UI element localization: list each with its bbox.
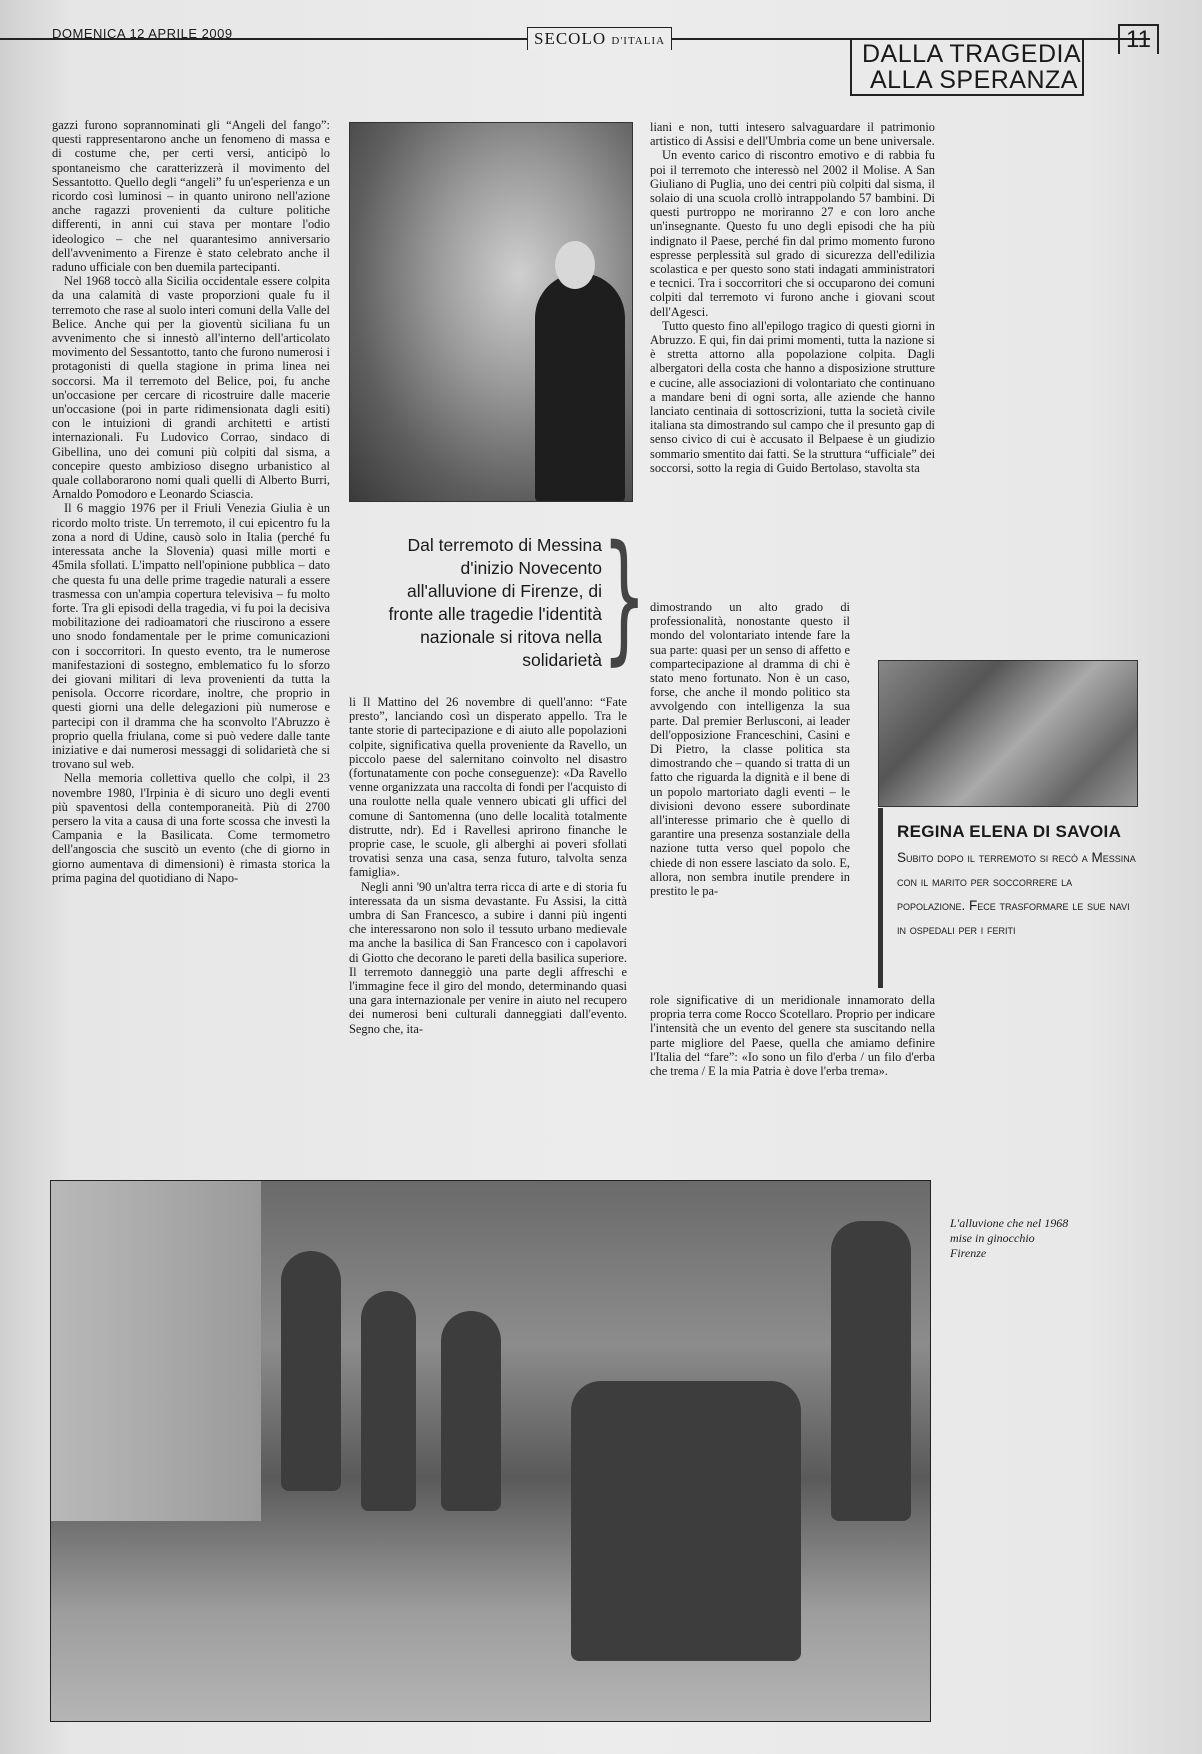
paragraph: Tutto questo fino all'epilogo tragico di questi giorni in Abruzzo. E qui, fin dai primi momenti, tutta la nazione si è stretta attorno alla popolazione colpita. Dagli albergatori della costa che hanno a disposizione strutture e cucine, alle associazioni di volontariato che continuano a mandare beni di ogni sorta, alle aziende che hanno lanciato centinaia di sottoscrizioni, tutta la società civile italiana sta dimostrando sul campo che il presunto gap di senso civico di cui è accusato il Belpaese è un giudizio sommario smentito dai fatti. Se la struttura “ufficiale” dei soccorsi, sotto la regia di Guido Bertolaso, stavolta sta [650, 318, 936, 475]
paragraph: role significative di un meridionale innamorato della propria terra come Rocco Scotellaro. Proprio per indicare l'intensità che un evento del genere sta suscitando nella parte migliore del Paese, quella che amiamo definire l'Italia del “fare”: «Io sono un filo d'erba / un filo d'erba che trema / E la mia Patria è dove l'erba trema». [650, 993, 935, 1079]
paragraph: Un evento carico di riscontro emotivo e di rabbia fu poi il terremoto che interessò nel 2002 il Molise. A San Giuliano di Puglia, uno dei centri più colpiti dal sisma, il solaio di una scuola crollò intrappolando 57 bambini. Di questi purtroppo ne moriranno 27 e con loro anche un'insegnante. Questo fu uno degli episodi che ha più indignato il Paese, perché fin dal primo momento furono espresse perplessità sul grado di sicurezza dell'edilizia scolastica e per questo sono stati indagati amministratori e tecnici. Tra i soccorritori che si occuparono dei comuni colpiti dal terremoto vi furono anche i giovani scout dell'Agesci. [650, 148, 935, 319]
photo-earthquake-woman [349, 122, 633, 502]
sidebar-body: Subito dopo il terremoto si recò a Messina con il marito per soccorrere la popolazione. Fece trasformare le sue navi in ospedali per i feriti [897, 850, 1136, 937]
article-column-3 [650, 120, 935, 475]
photo-soldier [441, 1311, 501, 1511]
paragraph: Nel 1968 toccò alla Sicilia occidentale essere colpita da una calamità di vaste proporzioni quale fu il terremoto che rase al suolo interi comuni della Valle del Belice. Anche qui per la gioventù siciliana fu un avvenimento che si innestò all'interno dell'articolato movimento del Sessantotto, tanto che furono numerosi i protagonisti di quella stagione in prima linea nei soccorsi. Ma il terremoto del Belice, poi, fu anche un'occasione per cercare di ricostruire dalle macerie un'occasione (poi in parte ridimensionata dagli esiti) con le intuizioni di grandi architetti e artisti internazionali. Fu Ludovico Corrao, sindaco di Gibellina, uno dei comuni più colpiti dal sisma, a concepire questo ambizioso disegno urbanistico al quale collaborarono nomi quali quelli di Alberto Burri, Arnaldo Pomodoro e Leonardo Sciascia. [52, 274, 330, 502]
pull-quote-brace: } [602, 516, 647, 679]
paragraph: Nella memoria collettiva quello che colpì, il 23 novembre 1980, l'Irpinia è di sicuro uno degli eventi più spaventosi della contemporaneità. Più di 2700 persero la vita a causa di una forte scossa che investì la Campania e la Basilicata. Come termometro dell'angoscia che suscitò un evento (che di giorno in giorno aumentava di dimensioni) è rimasta storica la prima pagina del quotidiano di Napo- [52, 771, 330, 885]
article-column-3-narrow [650, 600, 850, 898]
issue-date: DOMENICA 12 APRILE 2009 [52, 26, 233, 41]
article-column-2 [349, 695, 627, 1036]
pull-quote: Dal terremoto di Messina d'inizio Novecento all'alluvione di Firenze, di fronte alle tragedie l'identità nazionale si ritova nella solidarietà [388, 535, 602, 670]
paragraph: Negli anni '90 un'altra terra ricca di arte e di storia fu interessata da un sisma devastante. Fu Assisi, la città umbra di San Francesco, a subire i danni più ingenti che interessarono non solo il tessuto urbano medievale ma anche la basilica di San Francesco con i capolavori di Giotto che decorano le pareti della basilica superiore. Il terremoto danneggiò una parte degli affreschi e l'immagine fece il giro del mondo, determinando quasi una gara internazionale per venire in aiuto nel recupero dei numerosi beni culturali danneggiati dall'evento. Segno che, ita- [349, 879, 627, 1036]
sidebar-title: REGINA ELENA DI SAVOIA [897, 822, 1122, 841]
paragraph: gazzi furono soprannominati gli “Angeli del fango”: questi rappresentarono anche un fenomeno di massa e di costume che, per certi versi, anticipò lo spontaneismo che caratterizzerà il movimento del Sessantotto. Quello degli “angeli” fu un'esperienza e un ricordo così luminosi – in quanto unirono nell'azione anche ragazzi provenienti da culture politiche differenti, in anni cui stava per montare l'odio ideologico – che nel quarantesimo anniversario dell'avvenimento a Firenze è stato celebrato anche il raduno ufficiale con ben duemila partecipanti. [52, 118, 330, 275]
section-banner [850, 38, 1084, 96]
masthead-main: SECOLO [534, 29, 607, 48]
section-title-line1: DALLA TRAGEDIA [862, 40, 1082, 68]
newspaper-masthead [527, 27, 672, 50]
photo-soldier [361, 1291, 416, 1511]
paragraph: liani e non, tutti intesero salvaguardare il patrimonio artistico di Assisi e dell'Umbria come un bene universale. [650, 120, 935, 149]
photo-soldier [831, 1221, 911, 1521]
photo-soldier [281, 1251, 341, 1491]
sidebar-box [878, 808, 1141, 988]
paragraph: li Il Mattino del 26 novembre di quell'anno: “Fate presto”, lanciando così un disperato appello. Tra le tante storie di partecipazione e di aiuto alle popolazioni colpite, significativa quella proveniente da Ravello, un piccolo paese del salernitano coinvolto nel disastro (fortunatamente con poche conseguenze): «Da Ravello venne organizzata una raccolta di fondi per l'acquisto di una roulotte nella quale vennero ubicati gli uffici del comune di Santomenna (uno delle località totalmente distrutte, ndr). Ed i Ravellesi aprirono finanche le proprie case, le scuole, gli alberghi ai poveri sfollati trovatisi senza una casa, senza futuro, talvolta senza famiglia». [349, 695, 627, 880]
section-title-line2: ALLA SPERANZA [870, 66, 1078, 94]
page-number: 11 [1118, 24, 1159, 54]
photo-soldier [571, 1381, 801, 1661]
photo-caption: L'alluvione che nel 1968 mise in ginocchio Firenze [950, 1216, 1069, 1260]
paragraph: Il 6 maggio 1976 per il Friuli Venezia Giulia è un ricordo molto triste. Un terremoto, il cui epicentro fu la zona a nord di Udine, causò solo in Italia (perché fu interessata anche la Slovenia) quasi mille morti e 45mila sfollati. L'impatto nell'opinione pubblica – dato che questa fu una delle prime tragedie naturali a essere trasmessa con un'ampia copertura televisiva – fu molto forte. Tra gli episodi della tragedia, vi fu poi la decisiva mobilitazione dei radioamatori che riuscirono a essere uno snodo fondamentale per le prime comunicazioni con i soccorritori. In questo evento, tra le numerose manifestazioni di sostegno, emblematico fu lo sforzo dei giovani militari di leva provenienti da tutta la penisola. Occorre ricordare, inoltre, che proprio in questi giorni una delle delegazioni più numerose e partecipi con il dramma che ha sconvolto l'Abruzzo è proprio quella friulana, come si può vedere dalle tante iniziative e dai numerosi messaggi di solidarietà che si trovano sul web. [52, 501, 330, 772]
photo-florence-flood-soldiers [50, 1180, 931, 1722]
article-column-1 [52, 118, 330, 885]
masthead-sub: D'ITALIA [611, 35, 666, 47]
article-column-3-end [650, 993, 935, 1078]
photo-figure [535, 273, 625, 502]
paragraph: dimostrando un alto grado di professionalità, nonostante questo il mondo del volontariato intende fare la sua parte: quasi per un senso di affetto e compartecipazione al dramma di chi è stato meno fortunato. Non è un caso, forse, che anche il mondo politico sta avvolgendo con intelligenza la sua parte. Dal premier Berlusconi, ai leader dell'opposizione Franceschini, Casini e Di Pietro, la classe politica sta dimostrando che – quando si tratta di un fatto che riguarda la dignità e il bene di un popolo martoriato dagli eventi – le divisioni devono essere subordinate all'interesse primario che è quello di garantire una presenza sostanziale della nazione tutta verso quel popolo che chiede di non essere lasciato da solo. E, allora, non sembra inutile prendere in prestito le pa- [650, 600, 850, 899]
photo-figure-head [555, 241, 595, 289]
photo-building [51, 1181, 261, 1521]
photo-regina-elena [878, 660, 1138, 807]
